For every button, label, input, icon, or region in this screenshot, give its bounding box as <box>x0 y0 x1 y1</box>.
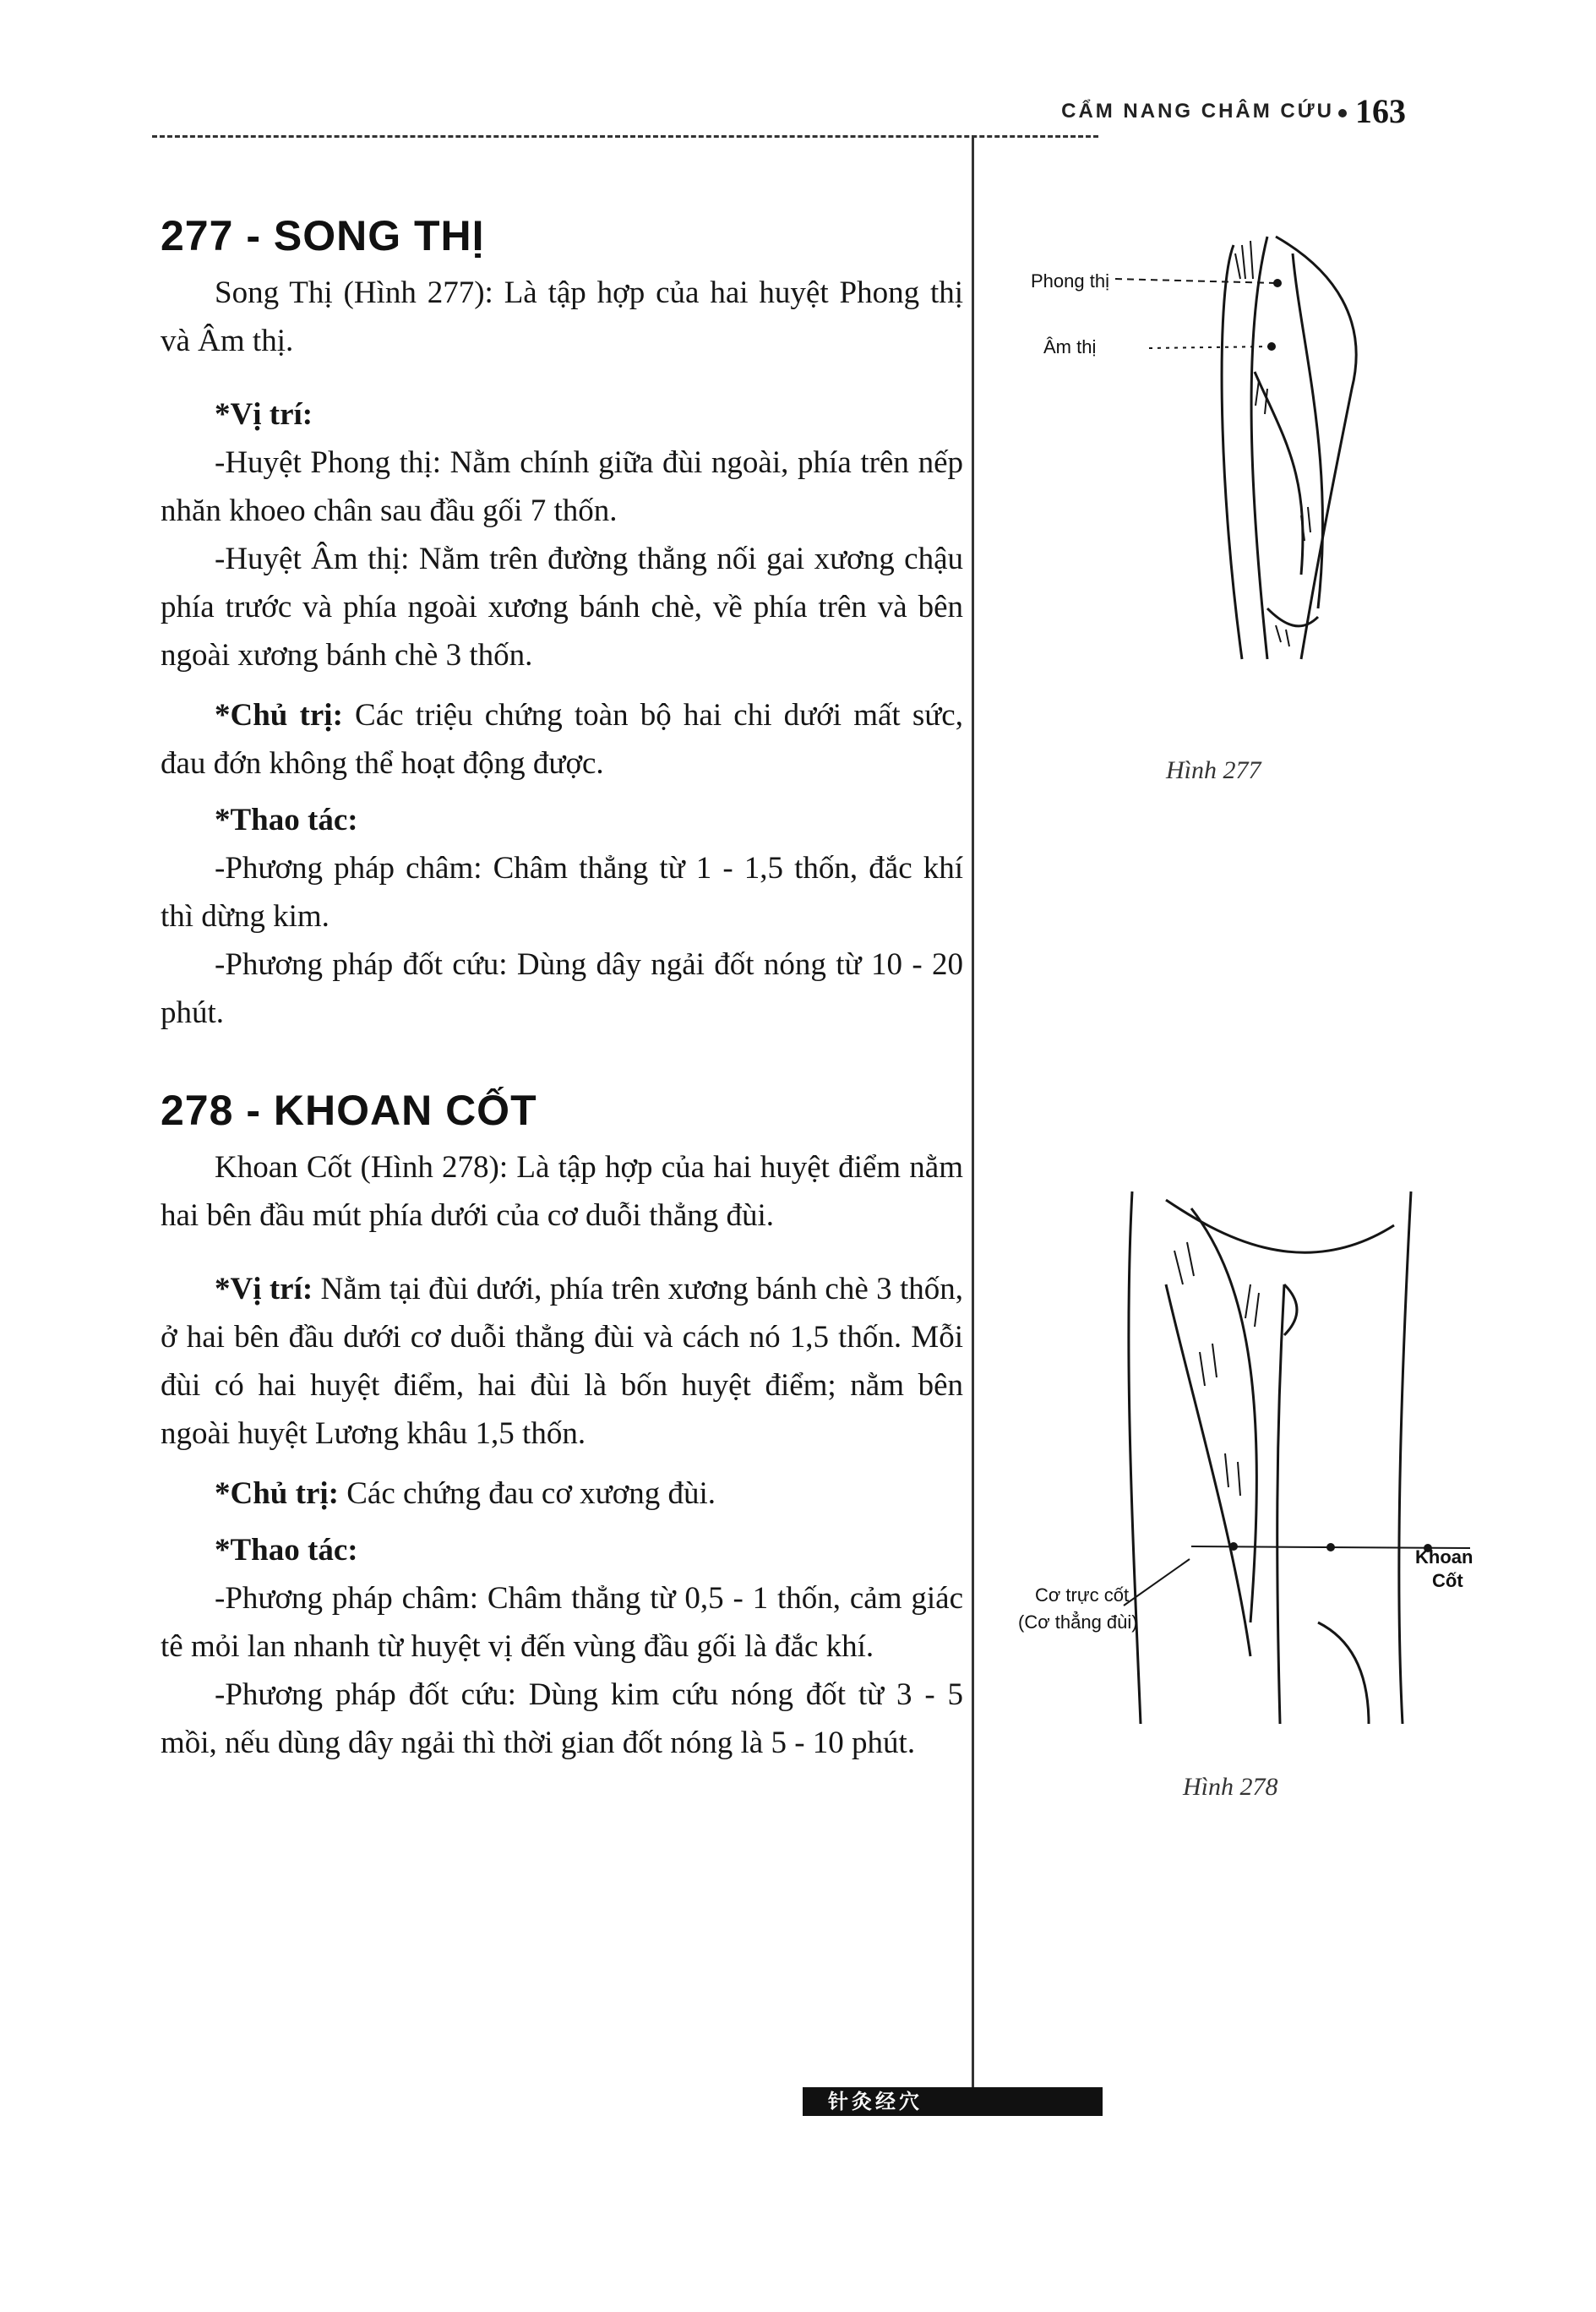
figure-label-rectus: Cơ trực cốt <box>1035 1584 1130 1606</box>
khoan-cot-point <box>1326 1543 1335 1551</box>
position-item: -Huyệt Âm thị: Nằm trên đường thẳng nối gai xương chậu phía trước và phía ngoài xương bánh chè, về phía trên và bên ngoài xương bánh chè 3 thốn. <box>161 542 963 673</box>
figure-277-illustration <box>1014 220 1453 710</box>
figure-label-am-thi: Âm thị <box>1043 336 1097 357</box>
bullet-icon <box>1338 109 1347 117</box>
figure-277-caption: Hình 277 <box>1166 756 1261 784</box>
method-item: -Phương pháp châm: Châm thẳng từ 0,5 - 1 thốn, cảm giác tê mỏi lan nhanh từ huyệt vị đến vùng đầu gối là đắc khí. <box>161 1581 963 1664</box>
method-item: -Phương pháp châm: Châm thẳng từ 1 - 1,5 thốn, đắc khí thì dừng kim. <box>161 851 963 934</box>
phong-thi-leader <box>1115 279 1276 283</box>
method-label: *Thao tác: <box>215 803 358 837</box>
position-label: *Vị trí: <box>215 1272 313 1306</box>
am-thi-point <box>1267 342 1276 351</box>
indication-paragraph <box>161 1470 963 1518</box>
section-278 <box>161 1086 963 1767</box>
indication-label: *Chủ trị: <box>215 698 343 733</box>
page-number: 163 <box>1355 92 1406 130</box>
figure-278-caption: Hình 278 <box>1183 1773 1278 1801</box>
page-number-wrap <box>1332 91 1406 131</box>
figure-278-illustration <box>997 1183 1521 1724</box>
indication-text: Các chứng đau cơ xương đùi. <box>338 1476 716 1511</box>
position-label: *Vị trí: <box>215 397 313 432</box>
indication-label: *Chủ trị: <box>215 1476 339 1511</box>
position-paragraph <box>161 1265 963 1458</box>
phong-thi-point <box>1273 279 1282 287</box>
indication-paragraph <box>161 691 963 788</box>
section-277 <box>161 211 963 1037</box>
figure-label-rectus-sub: (Cơ thẳng đùi) <box>1018 1611 1138 1633</box>
position-text: Nằm tại đùi dưới, phía trên xương bánh chè 3 thốn, ở hai bên đầu dưới cơ duỗi thẳng đùi và cách nó 1,5 thốn. Mỗi đùi có hai huyệt điểm, hai đùi là bốn huyệt điểm; nằm bên ngoài huyệt Lương khâu 1,5 thốn. <box>161 1272 963 1451</box>
thigh-outline <box>1222 237 1356 659</box>
method-item: -Phương pháp đốt cứu: Dùng dây ngải đốt nóng từ 10 - 20 phút. <box>161 947 963 1030</box>
figure-label-khoan: Khoan <box>1415 1546 1473 1568</box>
section-intro: Khoan Cốt (Hình 278): Là tập hợp của hai huyệt điểm nằm hai bên đầu mút phía dưới của cơ duỗi thẳng đùi. <box>161 1150 963 1233</box>
thigh-outline <box>1129 1191 1411 1724</box>
section-intro: Song Thị (Hình 277): Là tập hợp của hai huyệt Phong thị và Âm thị. <box>161 275 963 358</box>
footer-band: 针灸经穴 <box>803 2087 1103 2116</box>
section-heading: 278 - KHOAN CỐT <box>161 1087 537 1134</box>
position-item: -Huyệt Phong thị: Nằm chính giữa đùi ngoài, phía trên nếp nhăn khoeo chân sau đầu gối 7 thốn. <box>161 445 963 528</box>
method-item: -Phương pháp đốt cứu: Dùng kim cứu nóng đốt từ 3 - 5 mồi, nếu dùng dây ngải thì thời gian đốt nóng là 5 - 10 phút. <box>161 1677 963 1760</box>
method-label: *Thao tác: <box>215 1533 358 1568</box>
khoan-cot-point <box>1229 1542 1238 1551</box>
figure-label-cot: Cốt <box>1432 1570 1463 1591</box>
section-heading: 277 - SONG THỊ <box>161 212 485 259</box>
column-divider <box>972 135 974 2087</box>
running-title: CẨM NANG CHÂM CỨU <box>1061 100 1334 123</box>
header-rule <box>152 135 1098 138</box>
indication-text: Các triệu chứng toàn bộ hai chi dưới mất sức, đau đớn không thể hoạt động được. <box>161 698 963 781</box>
figure-label-phong-thi: Phong thị <box>1031 270 1109 292</box>
